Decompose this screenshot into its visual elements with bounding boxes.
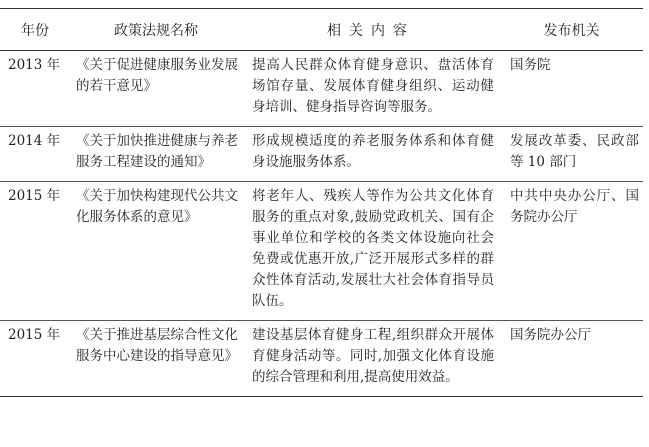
header-org: 发布机关 xyxy=(500,9,643,51)
cell-org: 发展改革委、民政部等 10 部门 xyxy=(500,127,643,182)
cell-year: 2014 年 xyxy=(0,127,70,182)
cell-name: 《关于推进基层综合性文化服务中心建设的指导意见》 xyxy=(70,321,242,397)
cell-content: 建设基层体育健身工程,组织群众开展体育健身活动等。同时,加强文化体育设施的综合管理和利用,提高使用效益。 xyxy=(242,321,500,397)
cell-year: 2015 年 xyxy=(0,182,70,321)
header-row xyxy=(0,9,643,51)
table-row xyxy=(0,321,643,397)
table-body xyxy=(0,51,643,397)
table-row xyxy=(0,51,643,127)
cell-name: 《关于促进健康服务业发展的若干意见》 xyxy=(70,51,242,127)
cell-year: 2015 年 xyxy=(0,321,70,397)
cell-content: 提高人民群众体育健身意识、盘活体育场馆存量、发展体育健身组织、运动健身培训、健身指导咨询等服务。 xyxy=(242,51,500,127)
table-row xyxy=(0,182,643,321)
cell-year: 2013 年 xyxy=(0,51,70,127)
header-name: 政策法规名称 xyxy=(70,9,242,51)
policy-table xyxy=(0,8,643,397)
cell-name: 《关于加快构建现代公共文化服务体系的意见》 xyxy=(70,182,242,321)
cell-org: 中共中央办公厅、国务院办公厅 xyxy=(500,182,643,321)
cell-content: 将老年人、残疾人等作为公共文化体育服务的重点对象,鼓励党政机关、国有企事业单位和学校的各类文体设施向社会免费或优惠开放,广泛开展形式多样的群众性体育活动,发展壮大社会体育指导员队伍。 xyxy=(242,182,500,321)
cell-org: 国务院办公厅 xyxy=(500,321,643,397)
cell-name: 《关于加快推进健康与养老服务工程建设的通知》 xyxy=(70,127,242,182)
cell-org: 国务院 xyxy=(500,51,643,127)
table-row xyxy=(0,127,643,182)
header-content: 相关内容 xyxy=(242,9,500,51)
table-header xyxy=(0,9,643,51)
cell-content: 形成规模适度的养老服务体系和体育健身设施服务体系。 xyxy=(242,127,500,182)
header-year: 年份 xyxy=(0,9,70,51)
